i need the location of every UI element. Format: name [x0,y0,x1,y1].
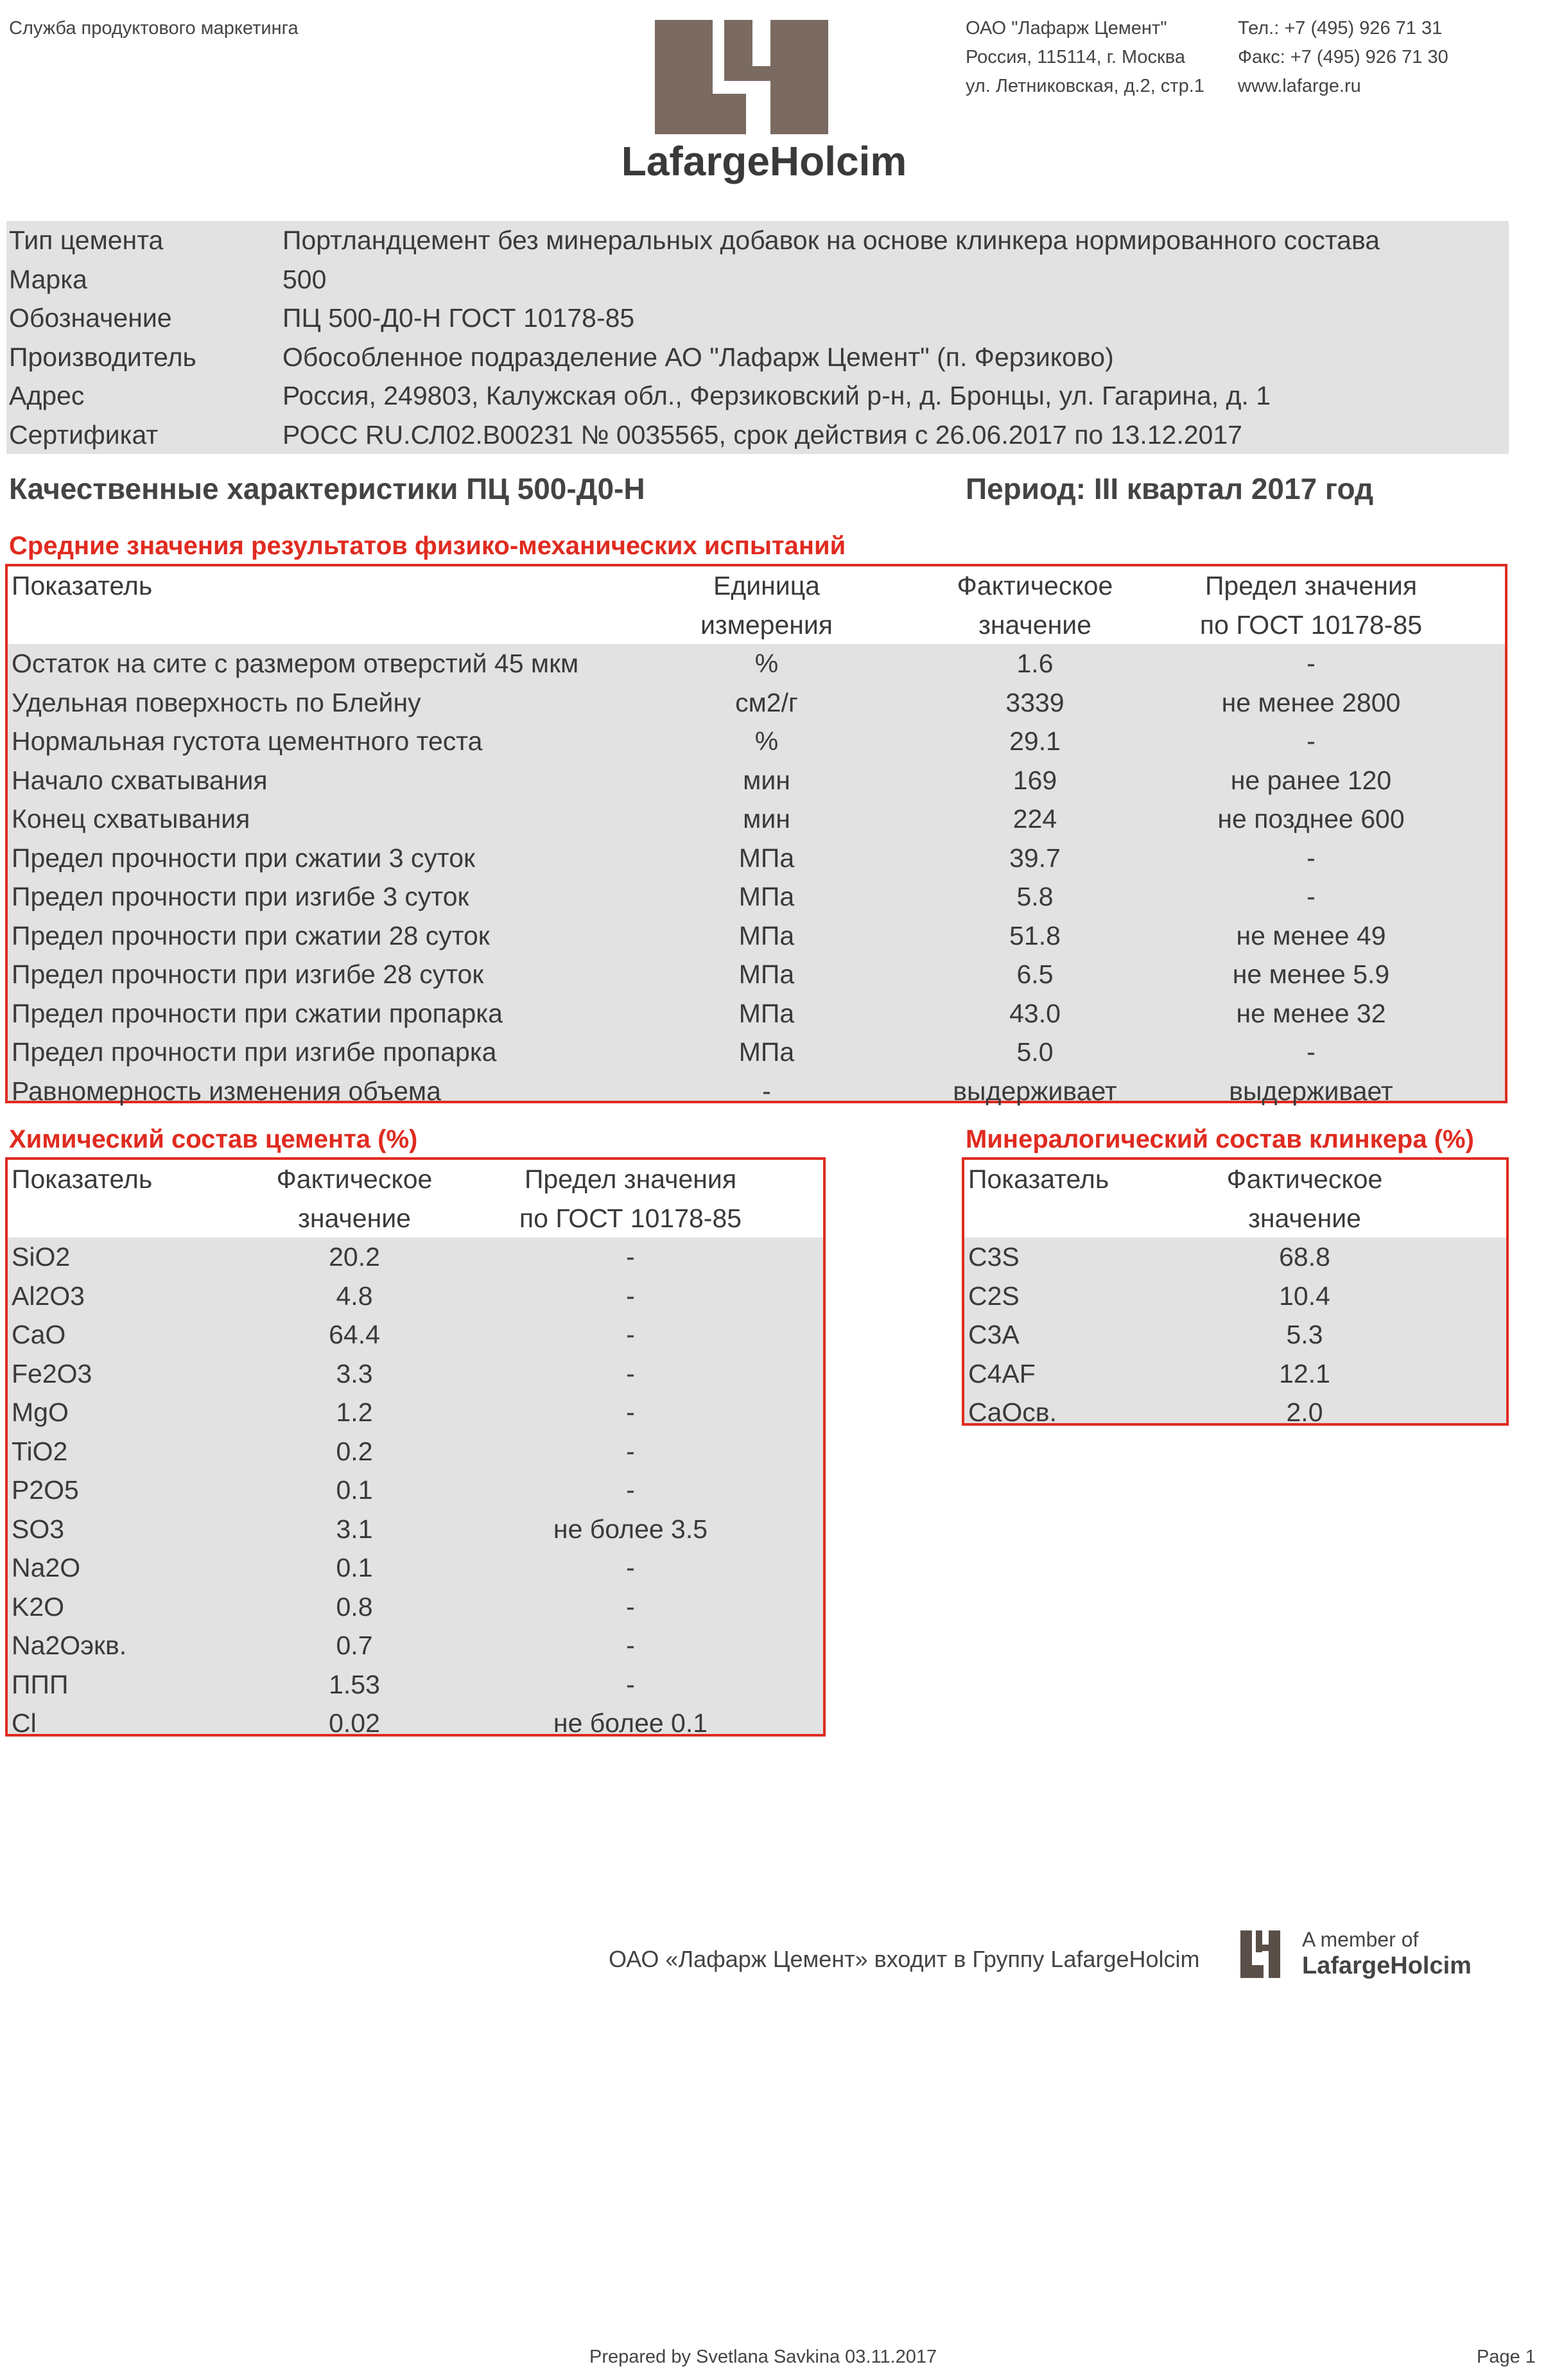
col-header-actual: Фактическое [1226,1164,1383,1194]
row-unit: МПа [738,959,795,989]
period-label: Период: III квартал 2017 год [966,472,1374,505]
row-actual: 0.02 [329,1708,380,1738]
physmech-header [8,566,1505,644]
row-limit: не менее 49 [1236,920,1386,950]
department-name: Служба продуктового маркетинга [9,18,299,39]
info-label: Обозначение [9,303,172,333]
info-label: Производитель [9,342,196,372]
page-number: Page 1 [1477,2347,1536,2367]
table-row [8,1432,823,1471]
row-actual: 43.0 [1009,998,1061,1028]
info-value: Портландцемент без минеральных добавок на основе клинкера нормированного состава [282,225,1380,255]
table-row [964,1315,1506,1354]
cement-info-table [6,221,1509,454]
row-unit: мин [743,804,790,834]
col-header-name: Показатель [12,1164,153,1194]
table-row [8,1238,823,1277]
row-actual: 5.8 [1016,882,1054,911]
company-phone: Тел.: +7 (495) 926 71 31 [1238,18,1443,39]
row-limit: - [626,1320,635,1349]
chem-title: Химический состав цемента (%) [9,1125,418,1153]
company-street: ул. Летниковская, д.2, стр.1 [966,76,1204,96]
chem-table [5,1157,826,1737]
table-row [8,1072,1505,1111]
chem-body [8,1238,823,1738]
row-actual: 1.6 [1016,649,1054,678]
row-name: Удельная поверхность по Блейну [12,687,421,717]
row-limit: - [1307,726,1316,756]
row-unit: МПа [738,998,795,1028]
row-name: Предел прочности при сжатии 3 суток [12,843,475,873]
physmech-title: Средние значения результатов физико-механических испытаний [9,532,846,560]
row-name: Предел прочности при изгибе 28 суток [12,959,484,989]
row-actual: 5.0 [1016,1037,1054,1067]
table-row [8,683,1505,722]
row-limit: не менее 5.9 [1232,959,1390,989]
row-limit: - [626,1631,635,1660]
row-actual: 51.8 [1009,920,1061,950]
info-value: Обособленное подразделение АО "Лафарж Цемент" (п. Ферзиково) [282,342,1114,372]
row-unit: МПа [738,920,795,950]
row-limit: - [1307,882,1316,911]
info-value: РОСС RU.СЛ02.В00231 № 0035565, срок действия с 26.06.2017 по 13.12.2017 [282,419,1242,450]
row-name: Fe2O3 [12,1358,92,1388]
row-name: Остаток на сите с размером отверстий 45 мкм [12,649,579,678]
table-row [8,1033,1505,1072]
table-row [964,1277,1506,1316]
row-name: Предел прочности при изгибе 3 суток [12,882,469,911]
col-header-unit: Единица [713,571,820,600]
row-unit: % [754,726,779,756]
physmech-table [5,564,1507,1106]
row-actual: выдерживает [953,1076,1117,1106]
mineral-table [962,1157,1509,1426]
row-limit: не менее 2800 [1221,687,1401,717]
row-unit: мин [743,765,790,795]
row-limit: не ранее 120 [1230,765,1392,795]
row-unit: МПа [738,843,795,873]
table-row [8,994,1505,1033]
row-actual: 39.7 [1009,843,1061,873]
table-row [8,761,1505,800]
table-row [8,1665,823,1704]
col-header-unit-2: измерения [700,609,833,640]
row-name: MgO [12,1397,69,1427]
row-name: TiO2 [12,1436,68,1466]
mineral-header [964,1160,1506,1238]
col-header-actual: Фактическое [957,571,1113,600]
info-value: Россия, 249803, Калужская обл., Ферзиковский р-н, д. Бронцы, ул. Гагарина, д. 1 [282,381,1271,410]
mineral-body [964,1238,1506,1427]
row-limit: не менее 32 [1236,998,1386,1028]
info-label: Адрес [9,381,85,410]
table-row [8,955,1505,994]
table-row [8,1626,823,1665]
table-row [8,1277,823,1316]
table-row [8,1704,823,1743]
row-name: Na2O [12,1553,81,1582]
table-row [964,1354,1506,1394]
company-address-block [966,14,1204,101]
logo-wordmark: LafargeHolcim [621,138,907,184]
row-name: SiO2 [12,1242,71,1272]
company-city: Россия, 115114, г. Москва [966,47,1185,67]
row-actual: 3339 [1005,687,1064,717]
row-name: C2S [968,1281,1020,1311]
table-row [8,1354,823,1394]
table-row [8,1588,823,1627]
row-name: ППП [12,1669,69,1699]
table-row [8,1393,823,1432]
info-value: ПЦ 500-Д0-Н ГОСТ 10178-85 [282,303,635,333]
info-row [6,260,1509,299]
row-limit: - [1307,649,1316,678]
table-row [8,916,1505,956]
group-membership-text: ОАО «Лафарж Цемент» входит в Группу LafargeHolcim [609,1946,1200,1972]
table-row [8,722,1505,761]
mineral-title: Минералогический состав клинкера (%) [966,1125,1474,1153]
row-name: Предел прочности при сжатии пропарка [12,998,503,1028]
member-of-logo [1238,1928,1507,1986]
row-limit: - [626,1475,635,1505]
row-name: Предел прочности при сжатии 28 суток [12,920,490,950]
row-actual: 6.5 [1016,959,1054,989]
row-name: Cl [12,1708,37,1738]
row-unit: см2/г [735,687,798,717]
row-actual: 1.53 [329,1669,380,1699]
row-name: Равномерность изменения объема [12,1076,441,1106]
table-row [8,1548,823,1588]
row-limit: - [626,1397,635,1427]
col-header-actual-2: значение [978,609,1091,640]
table-row [8,877,1505,916]
table-row [8,800,1505,839]
row-name: SO3 [12,1514,65,1544]
row-name: Нормальная густота цементного теста [12,726,483,756]
row-unit: % [754,649,779,678]
row-actual: 20.2 [329,1242,380,1272]
info-row [6,376,1509,416]
row-limit: - [626,1591,635,1622]
row-name: P2O5 [12,1475,79,1505]
table-row [8,1315,823,1354]
row-name: C3A [968,1320,1020,1349]
row-actual: 12.1 [1279,1358,1330,1388]
row-unit: МПа [738,1037,795,1067]
member-of-brand: LafargeHolcim [1302,1952,1472,1979]
company-fax: Факс: +7 (495) 926 71 30 [1238,47,1448,67]
row-actual: 2.0 [1286,1397,1323,1427]
row-actual: 64.4 [329,1320,380,1349]
row-limit: не позднее 600 [1217,804,1405,834]
table-row [8,1471,823,1510]
col-header-actual: Фактическое [276,1164,433,1194]
row-name: Al2O3 [12,1281,85,1311]
row-actual: 224 [1012,804,1057,834]
row-name: Начало схватывания [12,765,268,795]
row-limit: - [626,1358,635,1388]
row-limit: выдерживает [1229,1076,1393,1106]
company-website: www.lafarge.ru [1238,76,1361,96]
row-name: Конец схватывания [12,804,250,834]
info-value: 500 [282,264,327,294]
row-actual: 0.1 [336,1553,373,1582]
lh-small-logo-icon [1238,1929,1289,1981]
row-limit: - [1307,843,1316,873]
row-limit: - [626,1281,635,1311]
info-row [6,221,1509,260]
row-actual: 169 [1012,765,1057,795]
row-actual: 0.1 [336,1475,373,1505]
row-actual: 10.4 [1279,1281,1330,1311]
col-header-limit: Предел значения [524,1164,737,1194]
info-row [6,338,1509,377]
row-actual: 4.8 [336,1281,373,1311]
info-label: Сертификат [9,419,159,450]
prepared-by: Prepared by Svetlana Savkina 03.11.2017 [589,2347,937,2367]
physmech-body [8,644,1505,1106]
company-name: ОАО "Лафарж Цемент" [966,18,1167,39]
table-row [8,1510,823,1549]
row-name: Na2Oэкв. [12,1631,127,1660]
table-row [964,1393,1506,1432]
quality-title: Качественные характеристики ПЦ 500-Д0-Н [9,472,645,505]
row-actual: 3.3 [336,1358,373,1388]
row-name: CaOсв. [968,1397,1057,1427]
row-actual: 29.1 [1009,726,1061,756]
info-label: Тип цемента [9,225,164,255]
row-limit: - [626,1553,635,1582]
row-actual: 3.1 [336,1514,373,1544]
col-header-name: Показатель [12,571,153,600]
row-name: K2O [12,1591,65,1622]
col-header-limit-2: по ГОСТ 10178-85 [1199,609,1423,640]
row-name: C4AF [968,1358,1036,1388]
lafargeholcim-logo [621,17,907,197]
company-contacts-block [1238,14,1448,101]
row-actual: 0.8 [336,1591,373,1622]
row-limit: - [1307,1037,1316,1067]
info-row [6,299,1509,338]
member-of-label: A member of [1302,1928,1419,1951]
row-name: C3S [968,1242,1020,1272]
row-actual: 1.2 [336,1397,373,1427]
col-header-limit-2: по ГОСТ 10178-85 [519,1203,742,1233]
info-label: Марка [9,264,87,294]
table-row [964,1238,1506,1277]
row-limit: - [626,1669,635,1699]
chem-header [8,1160,823,1238]
row-name: CaO [12,1320,66,1349]
row-limit: не более 3.5 [553,1514,708,1544]
row-unit: МПа [738,882,795,911]
row-name: Предел прочности при изгибе пропарка [12,1037,497,1067]
row-limit: - [626,1242,635,1272]
row-limit: - [626,1436,635,1466]
col-header-name: Показатель [968,1164,1109,1194]
row-unit: - [762,1076,771,1106]
col-header-actual-2: значение [1248,1203,1361,1233]
col-header-actual-2: значение [298,1203,411,1233]
row-limit: не более 0.1 [553,1708,708,1738]
table-row [8,839,1505,878]
col-header-limit: Предел значения [1204,571,1418,600]
row-actual: 5.3 [1286,1320,1323,1349]
table-row [8,644,1505,683]
info-row [6,416,1509,455]
row-actual: 0.7 [336,1631,373,1660]
row-actual: 0.2 [336,1436,373,1466]
row-actual: 68.8 [1279,1242,1330,1272]
